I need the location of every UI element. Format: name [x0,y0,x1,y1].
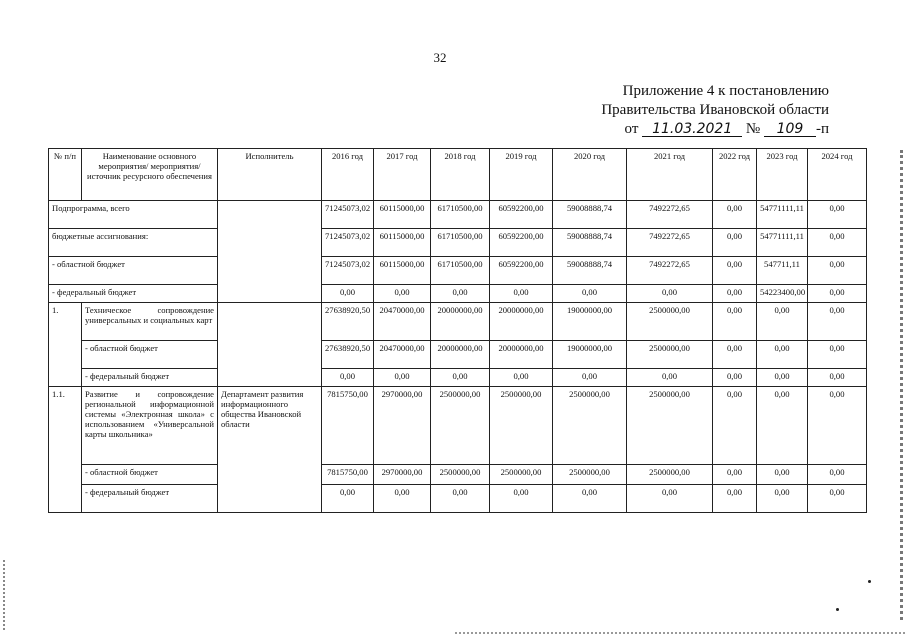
value-cell: 7815750,00 [322,387,374,465]
table-row [49,201,867,229]
value-cell: 0,00 [431,285,490,303]
column-header: № п/п [49,149,82,201]
value-cell: 60592200,00 [490,257,553,285]
value-cell: 61710500,00 [431,257,490,285]
value-cell: 19000000,00 [553,341,627,369]
column-header: 2021 год [627,149,713,201]
value-cell: 61710500,00 [431,229,490,257]
row-label: - федеральный бюджет [82,369,218,387]
value-cell: 0,00 [713,341,757,369]
value-cell: 2500000,00 [627,341,713,369]
value-cell: 0,00 [757,303,808,341]
scan-speck [868,580,871,583]
row-label: - федеральный бюджет [49,285,218,303]
value-cell: 0,00 [808,369,867,387]
value-cell: 0,00 [553,485,627,513]
executor-cell: Департамент развития информационного общества Ивановской области [218,387,322,513]
value-cell: 2970000,00 [374,465,431,485]
value-cell: 0,00 [808,341,867,369]
value-cell: 2500000,00 [431,387,490,465]
value-cell: 0,00 [808,303,867,341]
value-cell: 7815750,00 [322,465,374,485]
value-cell: 0,00 [553,285,627,303]
value-cell: 60115000,00 [374,257,431,285]
page-number: 32 [433,50,447,65]
decree-reference [601,120,829,139]
value-cell: 0,00 [713,229,757,257]
table-row [49,465,867,485]
value-cell: 0,00 [713,201,757,229]
appendix-authority: Правительства Ивановской области [601,102,829,118]
appendix-title: Приложение 4 к постановлению [622,83,829,99]
value-cell: 0,00 [713,303,757,341]
value-cell: 7492272,65 [627,229,713,257]
activity-name: Техническое сопровождение универсальных и социальных карт [82,303,218,341]
value-cell: 0,00 [431,485,490,513]
column-header: Наименование основного мероприятия/ мероприятия/источник ресурсного обеспечения [82,149,218,201]
row-label: - областной бюджет [82,341,218,369]
value-cell: 7492272,65 [627,257,713,285]
value-cell: 20000000,00 [431,341,490,369]
table-row [49,229,867,257]
value-cell: 19000000,00 [553,303,627,341]
row-label: бюджетные ассигнования: [49,229,218,257]
value-cell: 0,00 [627,485,713,513]
value-cell: 71245073,02 [322,257,374,285]
table-row [49,369,867,387]
executor-cell [218,201,322,303]
column-header: 2017 год [374,149,431,201]
value-cell: 59008888,74 [553,229,627,257]
scan-edge-marks [896,150,903,620]
value-cell: 0,00 [808,285,867,303]
value-cell: 2500000,00 [553,387,627,465]
number-label: № [745,121,761,137]
value-cell: 27638920,50 [322,303,374,341]
value-cell: 61710500,00 [431,201,490,229]
row-number: 1. [49,303,82,387]
value-cell: 0,00 [322,369,374,387]
value-cell: 60592200,00 [490,201,553,229]
value-cell: 0,00 [757,387,808,465]
value-cell: 20470000,00 [374,341,431,369]
value-cell: 54771111,11 [757,201,808,229]
value-cell: 2500000,00 [490,465,553,485]
value-cell: 2500000,00 [490,387,553,465]
row-number: 1.1. [49,387,82,513]
value-cell: 7492272,65 [627,201,713,229]
scan-edge-marks-left [3,560,8,630]
value-cell: 2500000,00 [627,387,713,465]
value-cell: 0,00 [431,369,490,387]
row-label: - областной бюджет [82,465,218,485]
value-cell: 0,00 [713,257,757,285]
value-cell: 0,00 [322,285,374,303]
row-label: Подпрограмма, всего [49,201,218,229]
value-cell: 20470000,00 [374,303,431,341]
table-row [49,285,867,303]
column-header: 2019 год [490,149,553,201]
value-cell: 54223400,00 [757,285,808,303]
value-cell: 0,00 [374,485,431,513]
row-label: - федеральный бюджет [82,485,218,513]
value-cell: 60115000,00 [374,229,431,257]
table-row [49,485,867,513]
column-header: 2016 год [322,149,374,201]
value-cell: 20000000,00 [490,341,553,369]
value-cell: 0,00 [713,369,757,387]
value-cell: 71245073,02 [322,201,374,229]
value-cell: 59008888,74 [553,201,627,229]
value-cell: 0,00 [757,485,808,513]
appendix-header [601,82,829,139]
value-cell: 2500000,00 [431,465,490,485]
value-cell: 0,00 [808,465,867,485]
value-cell: 60115000,00 [374,201,431,229]
value-cell: 0,00 [757,465,808,485]
scan-speck [836,608,839,611]
value-cell: 0,00 [490,369,553,387]
value-cell: 0,00 [374,285,431,303]
funding-table [48,148,867,513]
value-cell: 0,00 [490,285,553,303]
value-cell: 71245073,02 [322,229,374,257]
column-header: 2018 год [431,149,490,201]
decree-number: 109 [764,122,816,137]
table-row [49,303,867,341]
table-row [49,387,867,465]
value-cell: 20000000,00 [431,303,490,341]
value-cell: 0,00 [808,257,867,285]
activity-name: Развитие и сопровождение региональной информационной системы «Электронная школа» с использованием «Универсальной карты школьника» [82,387,218,465]
value-cell: 2500000,00 [627,465,713,485]
table-row [49,257,867,285]
column-header: 2020 год [553,149,627,201]
value-cell: 60592200,00 [490,229,553,257]
value-cell: 0,00 [553,369,627,387]
value-cell: 0,00 [627,285,713,303]
value-cell: 0,00 [713,465,757,485]
from-label: от [624,121,639,137]
value-cell: 59008888,74 [553,257,627,285]
value-cell: 0,00 [713,387,757,465]
decree-date: 11.03.2021 [642,122,742,137]
decree-suffix: -п [815,121,829,137]
value-cell: 0,00 [808,485,867,513]
table-header-row [49,149,867,201]
row-label: - областной бюджет [49,257,218,285]
value-cell: 547711,11 [757,257,808,285]
value-cell: 0,00 [713,285,757,303]
value-cell: 0,00 [490,485,553,513]
value-cell: 27638920,50 [322,341,374,369]
value-cell: 2500000,00 [553,465,627,485]
value-cell: 0,00 [757,369,808,387]
table-row [49,341,867,369]
value-cell: 0,00 [808,387,867,465]
value-cell: 20000000,00 [490,303,553,341]
column-header: 2024 год [808,149,867,201]
value-cell: 0,00 [808,229,867,257]
column-header: Исполнитель [218,149,322,201]
value-cell: 0,00 [627,369,713,387]
value-cell: 2500000,00 [627,303,713,341]
value-cell: 0,00 [757,341,808,369]
value-cell: 0,00 [808,201,867,229]
scan-bottom-line [455,632,905,634]
value-cell: 0,00 [713,485,757,513]
value-cell: 54771111,11 [757,229,808,257]
column-header: 2022 год [713,149,757,201]
value-cell: 2970000,00 [374,387,431,465]
column-header: 2023 год [757,149,808,201]
value-cell: 0,00 [374,369,431,387]
value-cell: 0,00 [322,485,374,513]
executor-cell [218,303,322,387]
